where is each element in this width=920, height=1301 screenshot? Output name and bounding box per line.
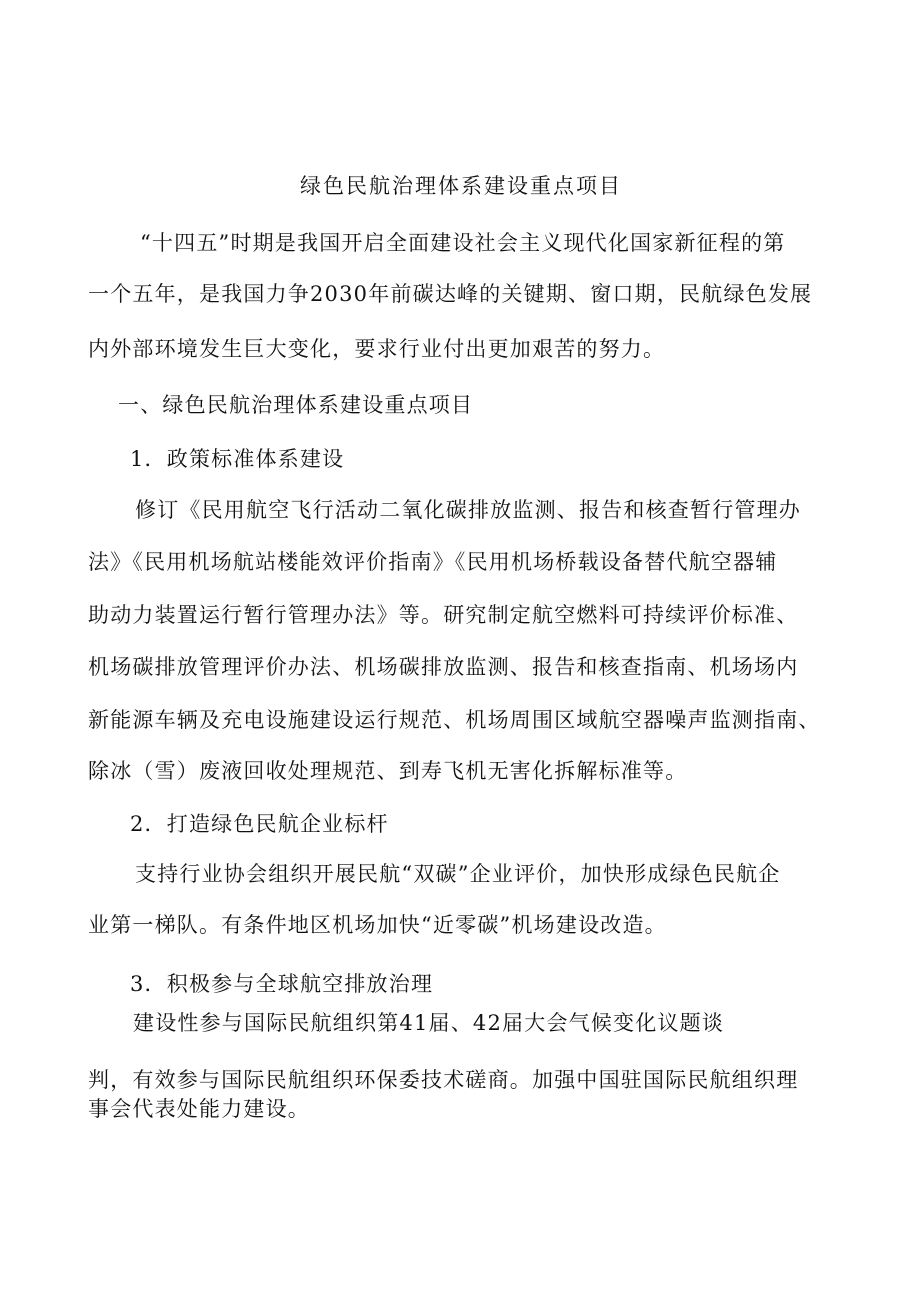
item2-line-2: 业第一梯队。有条件地区机场加快“近零碳”机场建设改造。 xyxy=(88,913,667,937)
item1-line-3: 助动力装置运行暂行管理办法》等。研究制定航空燃料可持续评价标准、 xyxy=(88,603,799,627)
section-heading: 一、绿色民航治理体系建设重点项目 xyxy=(118,393,474,417)
intro-line-2: 一个五年，是我国力争2030年前碳达峰的关键期、窗口期，民航绿色发展 xyxy=(88,282,813,306)
page-title: 绿色民航治理体系建设重点项目 xyxy=(300,174,622,198)
item2-heading: 2．打造绿色民航企业标杆 xyxy=(130,812,389,836)
item3-line-1: 建设性参与国际民航组织第41届、42届大会气候变化议题谈 xyxy=(133,1011,725,1035)
intro-line-1: “十四五”时期是我国开启全面建设社会主义现代化国家新征程的第 xyxy=(140,231,786,255)
item3-heading: 3．积极参与全球航空排放治理 xyxy=(130,972,434,996)
item2-line-1: 支持行业协会组织开展民航“双碳”企业评价，加快形成绿色民航企 xyxy=(135,862,781,886)
item1-line-1: 修订《民用航空飞行活动二氧化碳排放监测、报告和核查暂行管理办 xyxy=(135,498,801,522)
item1-line-6: 除冰（雪）废液回收处理规范、到寿飞机无害化拆解标准等。 xyxy=(88,759,688,783)
intro-line-3: 内外部环境发生巨大变化，要求行业付出更加艰苦的努力。 xyxy=(88,337,666,361)
item1-heading: 1．政策标准体系建设 xyxy=(130,447,345,471)
item3-line-3: 事会代表处能力建设。 xyxy=(88,1097,310,1121)
item3-line-2: 判，有效参与国际民航组织环保委技术磋商。加强中国驻国际民航组织理 xyxy=(88,1068,799,1092)
item1-line-2: 法》《民用机场航站楼能效评价指南》《民用机场桥载设备替代航空器辅 xyxy=(88,550,778,574)
item1-line-5: 新能源车辆及充电设施建设运行规范、机场周围区域航空器噪声监测指南、 xyxy=(88,708,821,732)
item1-line-4: 机场碳排放管理评价办法、机场碳排放监测、报告和核查指南、机场场内 xyxy=(88,655,799,679)
